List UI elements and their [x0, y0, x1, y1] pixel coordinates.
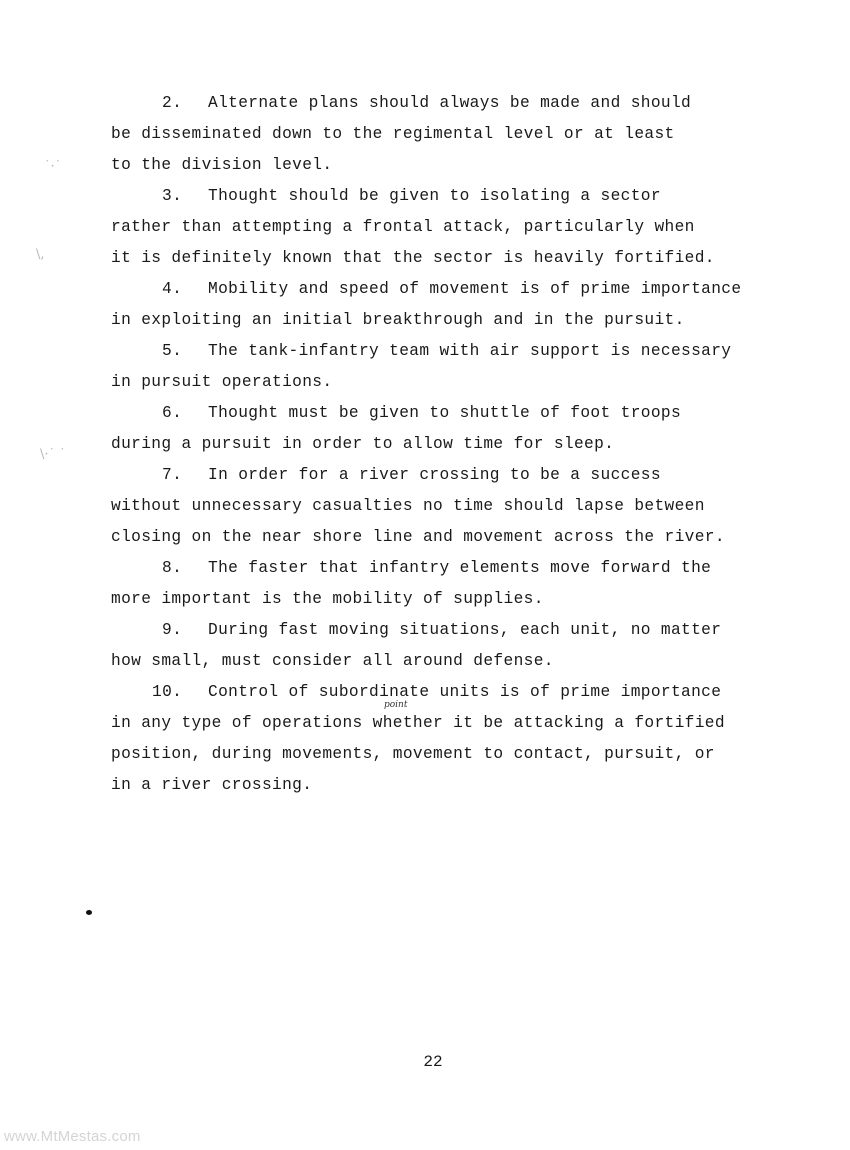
- paragraph-text: be disseminated down to the regimental level or at least: [111, 125, 675, 143]
- paragraph-text: during a pursuit in order to allow time for sleep.: [111, 435, 615, 453]
- handwritten-annotation: point: [384, 700, 408, 710]
- paragraph-first-line: [111, 336, 791, 367]
- paragraph-first-line: [111, 615, 791, 646]
- paragraph-line: [111, 305, 791, 336]
- paragraph-text: in exploiting an initial breakthrough and in the pursuit.: [111, 311, 685, 329]
- paragraph-number: 9.: [162, 621, 183, 639]
- paragraph: [111, 336, 791, 398]
- paragraph-text: more important is the mobility of supplies.: [111, 590, 544, 608]
- paragraph-text: In order for a river crossing to be a success: [208, 466, 661, 484]
- paragraph-text: During fast moving situations, each unit, no matter: [208, 621, 722, 639]
- paragraph-number: 8.: [162, 559, 183, 577]
- paragraph-number: 6.: [162, 404, 183, 422]
- paragraph: [111, 398, 791, 460]
- paragraph-first-line: [111, 88, 791, 119]
- paragraph-number: 3.: [162, 187, 183, 205]
- paragraph-text: in a river crossing.: [111, 776, 313, 794]
- paragraph-text: to the division level.: [111, 156, 333, 174]
- paragraph-number: 10.: [152, 683, 183, 701]
- paragraph-line: [111, 150, 791, 181]
- page-number: 22: [423, 1053, 443, 1071]
- paragraph-text: position, during movements, movement to contact, pursuit, or: [111, 745, 715, 763]
- document-body: [111, 88, 791, 801]
- paragraph-line: [111, 522, 791, 553]
- paragraph-text: Alternate plans should always be made and should: [208, 94, 692, 112]
- paragraph: [111, 88, 791, 181]
- paragraph-text: how small, must consider all around defense.: [111, 652, 554, 670]
- paragraph: [111, 274, 791, 336]
- paragraph-text: closing on the near shore line and movement across the river.: [111, 528, 725, 546]
- paragraph-text: Mobility and speed of movement is of prime importance: [208, 280, 742, 298]
- paragraph-line: [111, 584, 791, 615]
- paragraph-line: [111, 367, 791, 398]
- paragraph-first-line: [111, 553, 791, 584]
- paragraph-line: [111, 739, 791, 770]
- paragraph-number: 4.: [162, 280, 183, 298]
- paragraph-text: Control of subordinate units is of prime importance: [208, 683, 722, 701]
- paragraph-text: rather than attempting a frontal attack, particularly when: [111, 218, 695, 236]
- paragraph-line: [111, 708, 791, 739]
- paragraph-first-line: [111, 181, 791, 212]
- paragraph-line: [111, 243, 791, 274]
- paragraph-text: Thought must be given to shuttle of foot troops: [208, 404, 682, 422]
- paragraph: [111, 615, 791, 677]
- paragraph-first-line: [111, 677, 791, 708]
- margin-speck: ˙·˙: [44, 159, 62, 174]
- paragraph: [111, 181, 791, 274]
- ink-dot: [86, 910, 92, 915]
- paragraph-line: [111, 770, 791, 801]
- paragraph-number: 7.: [162, 466, 183, 484]
- paragraph-text: without unnecessary casualties no time should lapse between: [111, 497, 705, 515]
- paragraph-first-line: [111, 398, 791, 429]
- paragraph-line: [111, 429, 791, 460]
- paragraph-line: [111, 646, 791, 677]
- paragraph-text: in any type of operations whether it be attacking a fortified: [111, 714, 725, 732]
- watermark: www.MtMestas.com: [4, 1128, 141, 1145]
- paragraph-number: 2.: [162, 94, 183, 112]
- paragraph-line: [111, 212, 791, 243]
- paragraph-line: [111, 491, 791, 522]
- paragraph-first-line: [111, 460, 791, 491]
- paragraph: [111, 460, 791, 553]
- paragraph-text: it is definitely known that the sector is heavily fortified.: [111, 249, 715, 267]
- paragraph: [111, 553, 791, 615]
- paragraph: [111, 677, 791, 801]
- paragraph-number: 5.: [162, 342, 183, 360]
- margin-speck: \,: [36, 247, 45, 262]
- paragraph-line: [111, 119, 791, 150]
- paragraph-text: in pursuit operations.: [111, 373, 333, 391]
- paragraph-text: The faster that infantry elements move forward the: [208, 559, 712, 577]
- paragraph-text: Thought should be given to isolating a sector: [208, 187, 661, 205]
- paragraph-first-line: [111, 274, 791, 305]
- margin-speck: \·˙ ˙: [40, 447, 66, 462]
- paragraph-text: The tank-infantry team with air support is necessary: [208, 342, 732, 360]
